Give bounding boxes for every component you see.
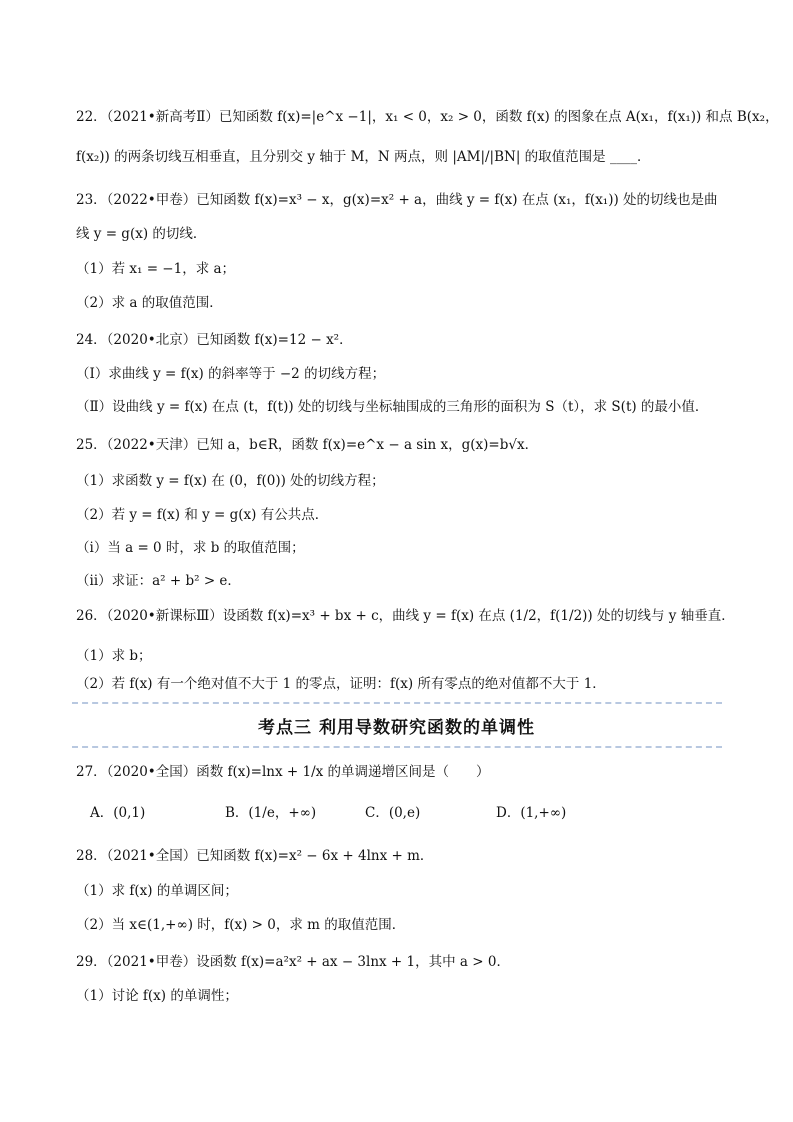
- q24-part-1: （Ⅰ）求曲线 y = f(x) 的斜率等于 −2 的切线方程；: [76, 366, 386, 382]
- q29-line-1: 29．（2021•甲卷）设函数 f(x)=a²x² + ax − 3lnx + 1，其中 a > 0．: [76, 954, 510, 970]
- q25-line-1: 25．（2022•天津）已知 a，b∈R，函数 f(x)=e^x − a sin x，g(x)=b√x．: [76, 437, 539, 453]
- q25-part-2-i: （ⅰ）当 a = 0 时，求 b 的取值范围；: [76, 540, 305, 556]
- q28-part-1: （1）求 f(x) 的单调区间；: [76, 883, 238, 899]
- q23-part-1: （1）若 x₁ = −1，求 a；: [76, 261, 236, 277]
- q23-part-2: （2）求 a 的取值范围．: [76, 295, 223, 311]
- q24-part-2: （Ⅱ）设曲线 y = f(x) 在点 (t，f(t)) 处的切线与坐标轴围成的三角形的面积为 S（t），求 S(t) 的最小值．: [76, 399, 709, 415]
- q27-option-c: C．(0,e): [365, 805, 421, 821]
- section-divider-top: [72, 702, 722, 704]
- q25-part-1: （1）求函数 y = f(x) 在 (0，f(0)) 处的切线方程；: [76, 473, 385, 489]
- q27-option-d: D．(1,+∞): [496, 805, 567, 821]
- q25-part-2: （2）若 y = f(x) 和 y = g(x) 有公共点．: [76, 507, 329, 523]
- q22-line-2: f(x₂)) 的两条切线互相垂直，且分别交 y 轴于 M，N 两点，则 |AM|/|BN| 的取值范围是 ____．: [76, 149, 651, 165]
- q29-part-1: （1）讨论 f(x) 的单调性；: [76, 988, 238, 1004]
- q26-line-1: 26．（2020•新课标Ⅲ）设函数 f(x)=x³ + bx + c，曲线 y = f(x) 在点 (1/2，f(1/2)) 处的切线与 y 轴垂直．: [76, 608, 735, 624]
- q24-line-1: 24．（2020•北京）已知函数 f(x)=12 − x²．: [76, 332, 353, 348]
- q22-line-1: 22．（2021•新高考Ⅱ）已知函数 f(x)=|e^x −1|，x₁ < 0，x₂ > 0，函数 f(x) 的图象在点 A(x₁，f(x₁)) 和点 B(x₂，: [76, 109, 779, 125]
- q26-part-1: （1）求 b；: [76, 648, 152, 664]
- q23-line-2: 线 y = g(x) 的切线．: [76, 226, 207, 242]
- section-title: 考点三 利用导数研究函数的单调性: [258, 718, 535, 738]
- section-divider-bottom: [72, 746, 722, 748]
- q27-option-a: A．(0,1): [90, 805, 146, 821]
- q25-part-2-ii: （ⅱ）求证：a² + b² > e．: [76, 573, 241, 589]
- q23-line-1: 23．（2022•甲卷）已知函数 f(x)=x³ − x，g(x)=x² + a，曲线 y = f(x) 在点 (x₁，f(x₁)) 处的切线也是曲: [76, 192, 718, 208]
- q26-part-2: （2）若 f(x) 有一个绝对值不大于 1 的零点，证明：f(x) 所有零点的绝对值都不大于 1．: [76, 676, 606, 692]
- q28-line-1: 28．（2021•全国）已知函数 f(x)=x² − 6x + 4lnx + m．: [76, 848, 434, 864]
- q27-option-b: B．(1/e，+∞): [225, 805, 317, 821]
- q28-part-2: （2）当 x∈(1,+∞) 时，f(x) > 0，求 m 的取值范围．: [76, 917, 406, 933]
- q27-line: 27．（2020•全国）函数 f(x)=lnx + 1/x 的单调递增区间是（ ）: [76, 764, 490, 780]
- q27-options: [90, 803, 730, 825]
